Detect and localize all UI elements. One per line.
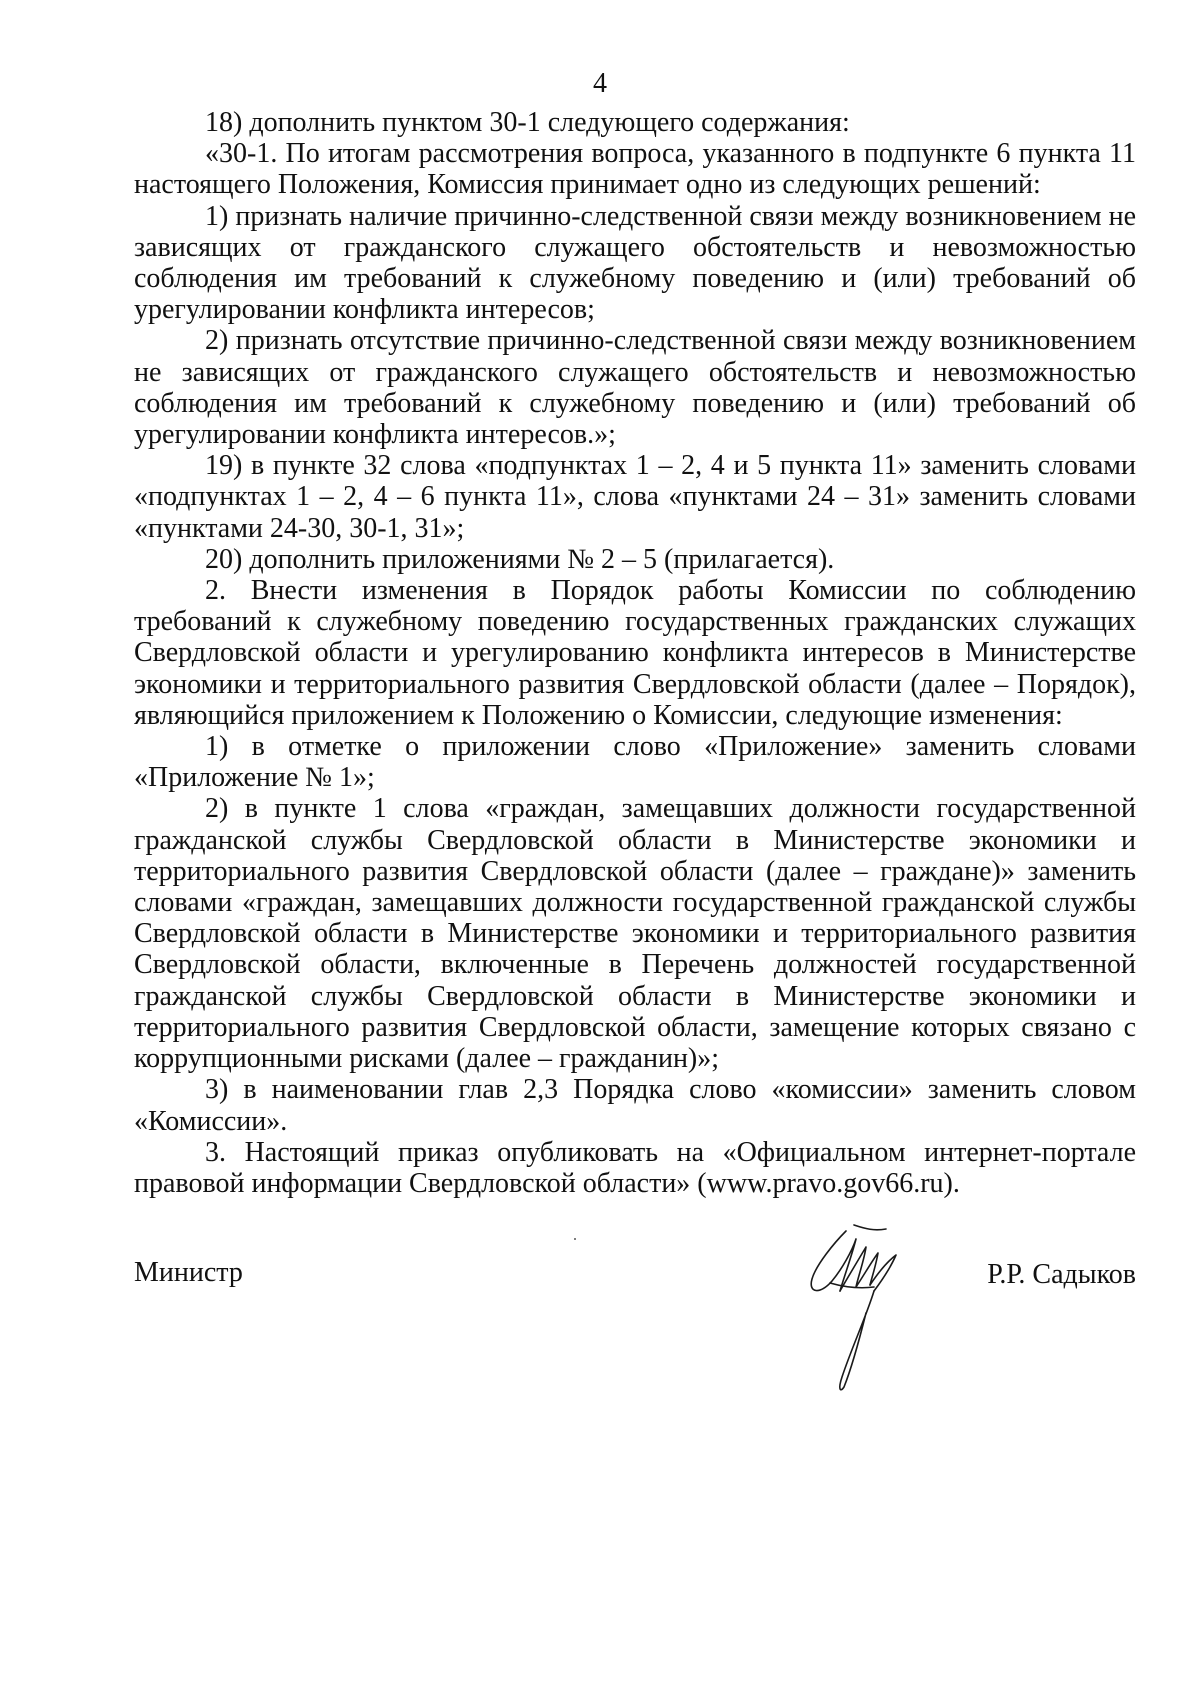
paragraph-item-19: 19) в пункте 32 слова «подпунктах 1 – 2, 4 и 5 пункта 11» заменить словами «подпунктах 1 – 2, 4 – 6 пункта 11», слова «пунктами 24 – 31» заменить словами «пунктами 24-30, 30-1, 31»; xyxy=(134,450,1136,544)
handwritten-signature xyxy=(794,1217,914,1407)
document-body xyxy=(134,107,1136,1199)
paragraph-decision-1: 1) признать наличие причинно-следственной связи между возникновением не зависящих от гражданского служащего обстоятельств и невозможностью соблюдения им требований к служебному поведению и (или) требований об урегулировании конфликта интересов; xyxy=(134,200,1136,326)
signatory-position: Министр xyxy=(134,1257,243,1288)
paragraph-change-3: 3) в наименовании глав 2,3 Порядка слово «комиссии» заменить словом «Комиссии». xyxy=(134,1074,1136,1137)
paragraph-decision-2: 2) признать отсутствие причинно-следственной связи между возникновением не зависящих от гражданского служащего обстоятельств и невозможностью соблюдения им требований к служебному поведению и (или) требований об урегулировании конфликта интересов.»; xyxy=(134,325,1136,451)
paragraph-item-20: 20) дополнить приложениями № 2 – 5 (прилагается). xyxy=(205,543,835,575)
scan-speck xyxy=(574,1238,576,1240)
paragraph-clause-30-1: «30-1. По итогам рассмотрения вопроса, указанного в подпункте 6 пункта 11 настоящего Положения, Комиссия принимает одно из следующих решений: xyxy=(134,138,1136,201)
paragraph-section-2: 2. Внести изменения в Порядок работы Комиссии по соблюдению требований к служебному поведению государственных гражданских служащих Свердловской области и урегулированию конфликта интересов в Министерстве экономики и территориального развития Свердловской области (далее – Порядок), являющийся приложением к Положению о Комиссии, следующие изменения: xyxy=(134,575,1136,731)
paragraph-item-18: 18) дополнить пунктом 30-1 следующего содержания: xyxy=(205,107,850,138)
page-number: 4 xyxy=(593,68,607,99)
paragraph-section-3: 3. Настоящий приказ опубликовать на «Официальном интернет-портале правовой информации Свердловской области» (www.pravo.gov66.ru). xyxy=(134,1136,1136,1199)
signatory-name: Р.Р. Садыков xyxy=(987,1259,1136,1290)
paragraph-change-2: 2) в пункте 1 слова «граждан, замещавших должности государственной гражданской службы Свердловской области в Министерстве экономики и территориального развития Свердловской области (далее – граждане)» заменить словами «граждан, замещавших должности государственной гражданской службы Свердловской области в Министерстве экономики и территориального развития Свердловской области, включенные в Перечень должностей государственной гражданской службы Свердловской области в Министерстве экономики и территориального развития Свердловской области, замещение которых связано с коррупционными рисками (далее – гражданин)»; xyxy=(134,793,1136,1075)
paragraph-change-1: 1) в отметке о приложении слово «Приложение» заменить словами «Приложение № 1»; xyxy=(134,731,1136,794)
signature-block xyxy=(134,1245,1136,1405)
